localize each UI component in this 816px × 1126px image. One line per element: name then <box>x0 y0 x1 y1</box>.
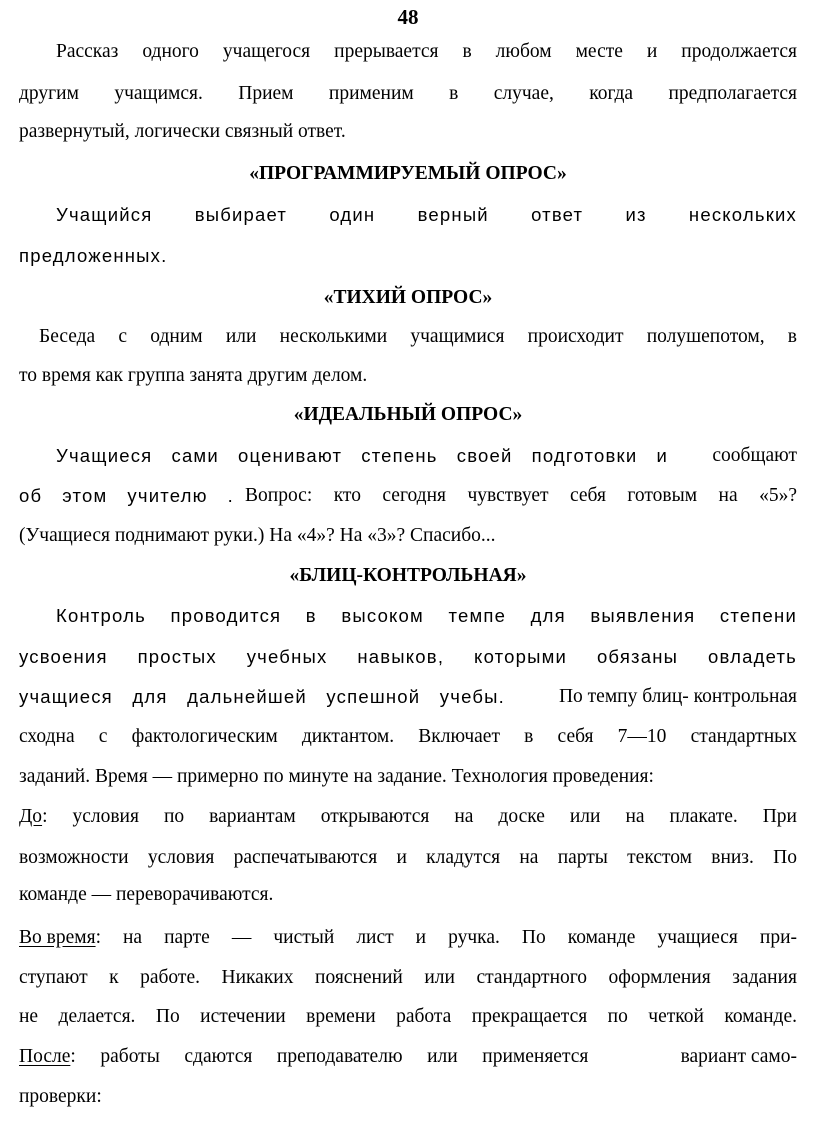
text-line: проверки: <box>19 1086 102 1107</box>
text-line: заданий. Время — примерно по минуте на задание. Технология проведения: <box>19 766 654 787</box>
text-line: сходна с фактологическим диктантом. Включает в себя 7—10 стандартных <box>19 726 797 747</box>
text-fragment: : условия по вариантам открываются на доске или на плакате. При <box>42 806 797 827</box>
section-heading-ideal: «ИДЕАЛЬНЫЙ ОПРОС» <box>293 404 523 425</box>
text-line: то время как группа занята другим делом. <box>19 365 368 386</box>
text-line <box>19 802 797 832</box>
text-fragment: об этом учителю . <box>19 485 234 506</box>
text-line <box>19 1042 797 1072</box>
text-line <box>19 923 797 953</box>
text-line: другим учащимся. Прием применим в случае, когда предполагается <box>19 83 797 104</box>
text-line: усвоения простых учебных навыков, которыми обязаны овладеть <box>19 646 797 667</box>
text-fragment: сообщают <box>712 445 797 466</box>
text-line: развернутый, логически связный ответ. <box>19 121 346 142</box>
text-fragment: : работы сдаются преподавателю или применяется <box>70 1046 589 1067</box>
text-fragment: Вопрос: кто сегодня чувствует себя готовым на «5»? <box>245 485 797 506</box>
text-fragment: По темпу блиц- контрольная <box>558 686 797 707</box>
text-fragment: вариант само- <box>680 1046 797 1067</box>
text-line: возможности условия распечатываются и кладутся на парты текстом вниз. По <box>19 847 797 868</box>
text-line: Рассказ одного учащегося прерывается в любом месте и продолжается <box>56 41 797 62</box>
page-number: 48 <box>397 5 419 29</box>
text-line: (Учащиеся поднимают руки.) На «4»? На «3»? Спасибо... <box>19 525 496 546</box>
text-line <box>19 682 797 712</box>
text-line: Контроль проводится в высоком темпе для выявления степени <box>56 605 797 626</box>
label-before: До <box>19 806 43 827</box>
text-line: ступают к работе. Никаких пояснений или стандартного оформления задания <box>19 967 797 988</box>
text-line <box>19 481 797 511</box>
label-during: Во время <box>19 927 96 948</box>
text-line: Беседа с одним или несколькими учащимися происходит полушепотом, в <box>39 326 797 347</box>
text-line <box>19 441 797 471</box>
text-fragment: Учащиеся сами оценивают степень своей подготовки и <box>56 445 668 466</box>
text-line: не делается. По истечении времени работа прекращается по четкой команде. <box>19 1006 797 1027</box>
text-line: команде — переворачиваются. <box>19 884 274 905</box>
section-heading-programmed: «ПРОГРАММИРУЕМЫЙ ОПРОС» <box>249 163 567 184</box>
section-heading-quiet: «ТИХИЙ ОПРОС» <box>323 287 493 308</box>
label-after: После <box>19 1046 71 1067</box>
text-line: предложенных. <box>19 245 168 266</box>
text-fragment: : на парте — чистый лист и ручка. По команде учащиеся при- <box>95 927 797 948</box>
text-line: Учащийся выбирает один верный ответ из нескольких <box>56 204 797 225</box>
section-heading-blitz: «БЛИЦ-КОНТРОЛЬНАЯ» <box>289 565 527 586</box>
text-fragment: учащиеся для дальнейшей успешной учебы. <box>19 686 505 707</box>
